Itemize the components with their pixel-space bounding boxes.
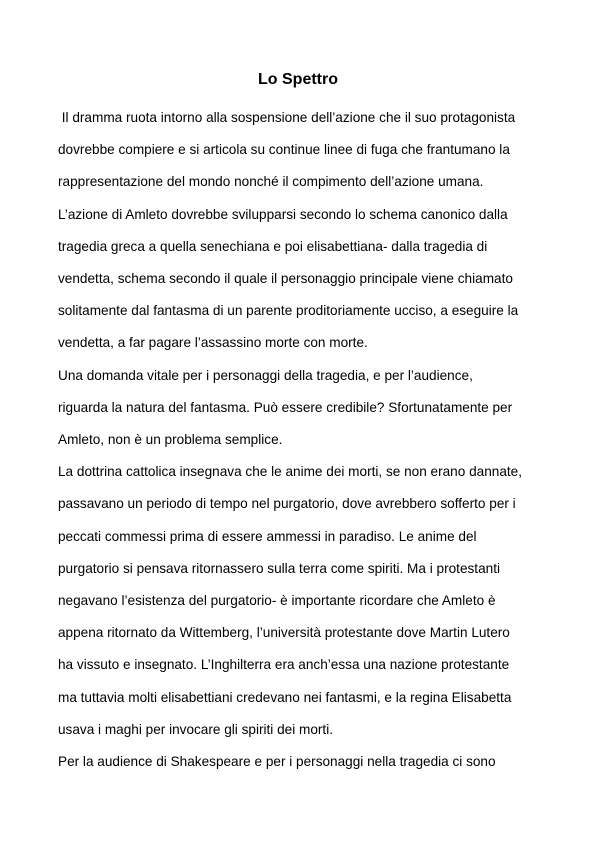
- text-line: Per la audience di Shakespeare e per i personaggi nella tragedia ci sono: [58, 754, 496, 769]
- text-line: Amleto, non è un problema semplice.: [58, 432, 283, 447]
- text-line: Una domanda vitale per i personaggi della tragedia, e per l’audience,: [58, 368, 473, 383]
- text-line: vendetta, a far pagare l’assassino morte con morte.: [58, 335, 368, 350]
- text-line: ha vissuto e insegnato. L’Inghilterra era anch’essa una nazione protestante: [58, 657, 510, 672]
- text-line: usava i maghi per invocare gli spiriti dei morti.: [58, 722, 334, 737]
- text-line: vendetta, schema secondo il quale il personaggio principale viene chiamato: [58, 271, 513, 286]
- text-line: rappresentazione del mondo nonché il compimento dell’azione umana.: [58, 174, 484, 189]
- text-line: L’azione di Amleto dovrebbe svilupparsi secondo lo schema canonico dalla: [58, 207, 508, 222]
- text-line: dovrebbe compiere e si articola su continue linee di fuga che frantumano la: [58, 142, 510, 157]
- text-line: negavano l’esistenza del purgatorio- è importante ricordare che Amleto è: [58, 593, 496, 608]
- text-line: passavano un periodo di tempo nel purgatorio, dove avrebbero sofferto per i: [58, 496, 516, 511]
- text-line: peccati commessi prima di essere ammessi in paradiso. Le anime del: [58, 529, 477, 544]
- text-line: solitamente dal fantasma di un parente proditoriamente ucciso, a eseguire la: [58, 303, 519, 318]
- text-line: appena ritornato da Wittemberg, l’università protestante dove Martin Lutero: [58, 625, 510, 640]
- document-title: Lo Spettro: [258, 71, 338, 88]
- text-line: Il dramma ruota intorno alla sospensione dell’azione che il suo protagonista: [58, 110, 516, 125]
- text-line: ma tuttavia molti elisabettiani credevano nei fantasmi, e la regina Elisabetta: [58, 690, 512, 705]
- text-line: purgatorio si pensava ritornassero sulla terra come spiriti. Ma i protestanti: [58, 561, 500, 576]
- text-line: tragedia greca a quella senechiana e poi elisabettiana- dalla tragedia di: [58, 239, 488, 254]
- text-line: La dottrina cattolica insegnava che le anime dei morti, se non erano dannate,: [58, 464, 522, 479]
- text-line: riguarda la natura del fantasma. Può essere credibile? Sfortunatamente per: [58, 400, 513, 415]
